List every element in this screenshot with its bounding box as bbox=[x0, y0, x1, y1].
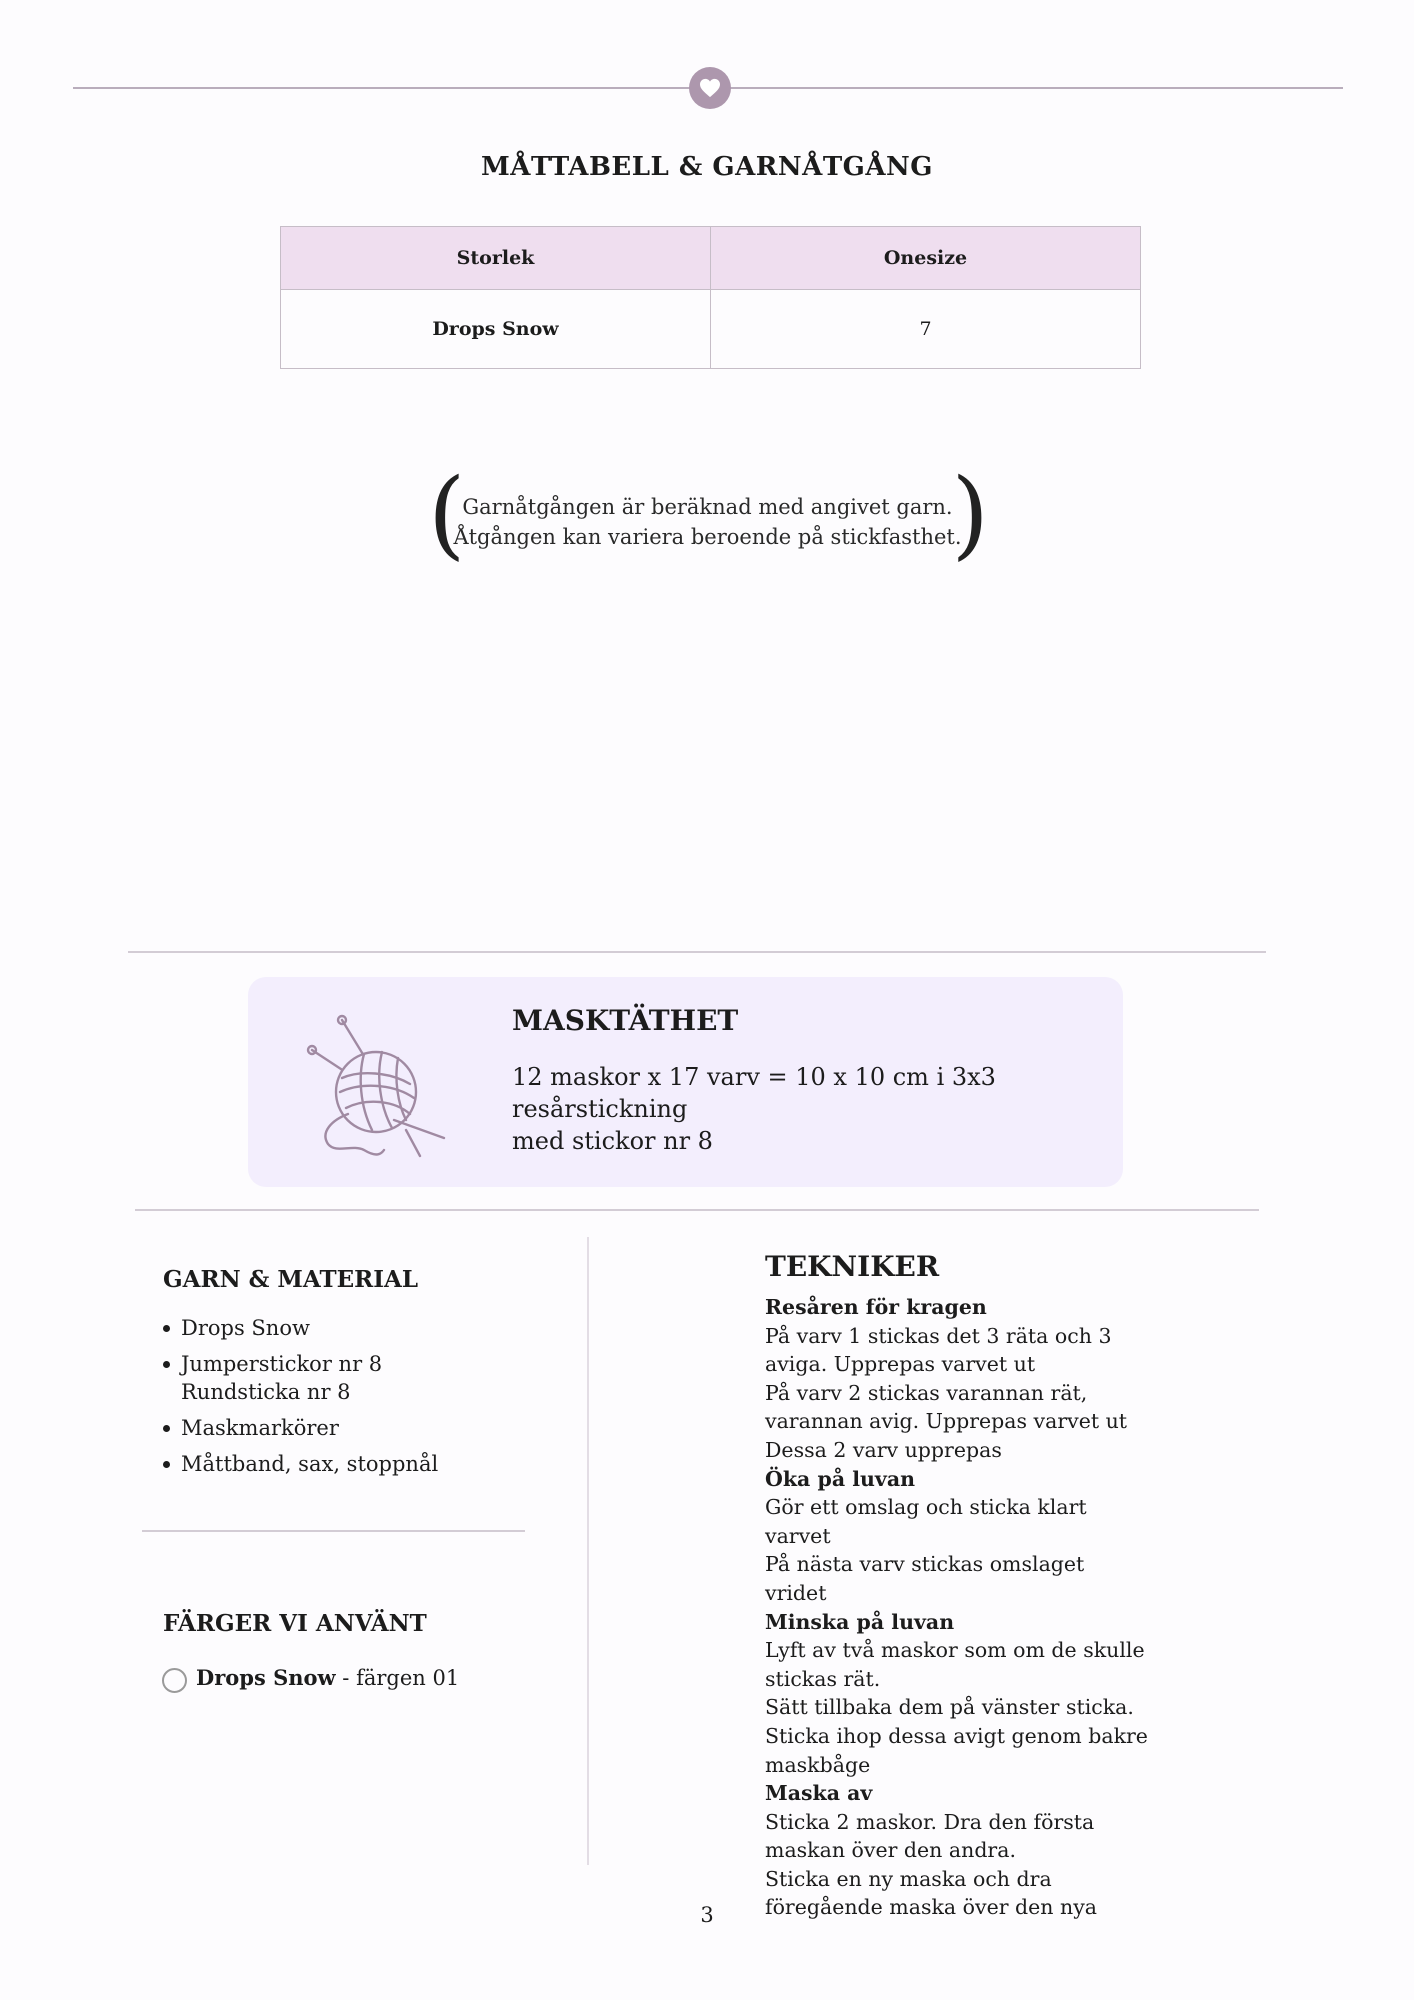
technique-line: stickas rät. bbox=[765, 1666, 881, 1691]
gauge-title: MASKTÄTHET bbox=[512, 1004, 739, 1037]
technique-line: Sätt tillbaka dem på vänster sticka. bbox=[765, 1695, 1134, 1720]
heart-badge bbox=[689, 67, 731, 109]
note-text bbox=[430, 492, 985, 552]
technique-line: Lyft av två maskor som om de skulle bbox=[765, 1638, 1145, 1663]
technique-line: aviga. Upprepas varvet ut bbox=[765, 1352, 1036, 1377]
techniques-list bbox=[765, 1293, 1155, 1922]
technique-line: maskbåge bbox=[765, 1752, 871, 1777]
list-item: Måttband, sax, stoppnål bbox=[163, 1450, 563, 1478]
color-name: Drops Snow bbox=[196, 1665, 336, 1690]
technique-line: På nästa varv stickas omslaget bbox=[765, 1552, 1085, 1577]
yarn-ball-icon bbox=[302, 1010, 452, 1160]
open-paren: ( bbox=[428, 458, 466, 570]
technique-line: vridet bbox=[765, 1580, 827, 1605]
technique-line: På varv 2 stickas varannan rät, bbox=[765, 1380, 1088, 1405]
page-number: 3 bbox=[700, 1903, 714, 1927]
technique-line: Gör ett omslag och sticka klart bbox=[765, 1495, 1087, 1520]
table-header-row bbox=[281, 227, 1141, 290]
technique-line: Sticka ihop dessa avigt genom bakre bbox=[765, 1723, 1148, 1748]
colors-title: FÄRGER VI ANVÄNT bbox=[163, 1610, 427, 1637]
table-row bbox=[281, 290, 1141, 369]
heart-icon bbox=[699, 78, 721, 98]
color-detail: - färgen 01 bbox=[335, 1666, 460, 1690]
technique-heading: Öka på luvan bbox=[765, 1466, 916, 1491]
technique-heading: Resåren för kragen bbox=[765, 1295, 987, 1319]
note-line: Garnåtgången är beräknad med angivet garn. bbox=[462, 495, 953, 519]
technique-heading: Minska på luvan bbox=[765, 1609, 955, 1634]
technique-line: varannan avig. Upprepas varvet ut bbox=[765, 1409, 1128, 1434]
note-line: Åtgången kan variera beroende på stickfasthet. bbox=[453, 525, 962, 549]
close-paren: ) bbox=[951, 458, 989, 570]
materials-list bbox=[163, 1314, 563, 1486]
gauge-text bbox=[512, 1061, 1092, 1157]
technique-line: varvet bbox=[765, 1523, 831, 1548]
table-header-cell: Storlek bbox=[281, 227, 711, 290]
gauge-line: 12 maskor x 17 varv = 10 x 10 cm i 3x3 resårstickning bbox=[512, 1063, 996, 1123]
table-header-cell: Onesize bbox=[711, 227, 1141, 290]
materials-title: GARN & MATERIAL bbox=[163, 1266, 418, 1293]
technique-line: maskan över den andra. bbox=[765, 1838, 1016, 1863]
table-row-label: Drops Snow bbox=[281, 290, 711, 369]
technique-line: Dessa 2 varv upprepas bbox=[765, 1437, 1002, 1462]
section-divider bbox=[135, 1209, 1259, 1211]
column-divider bbox=[587, 1237, 589, 1865]
techniques-title: TEKNIKER bbox=[765, 1250, 940, 1283]
color-swatch-icon bbox=[162, 1668, 187, 1693]
size-yarn-table bbox=[280, 226, 1141, 369]
list-item: Drops Snow bbox=[163, 1314, 563, 1342]
list-item: Jumperstickor nr 8 Rundsticka nr 8 bbox=[163, 1350, 563, 1406]
table-cell: 7 bbox=[711, 290, 1141, 369]
gauge-line: med stickor nr 8 bbox=[512, 1127, 713, 1155]
technique-line: Sticka 2 maskor. Dra den första bbox=[765, 1809, 1095, 1834]
list-item: Maskmarkörer bbox=[163, 1414, 563, 1442]
section-divider bbox=[142, 1530, 525, 1532]
yarn-note bbox=[428, 458, 989, 570]
technique-line: Sticka en ny maska och dra bbox=[765, 1866, 1052, 1891]
page-title: MÅTTABELL & GARNÅTGÅNG bbox=[480, 152, 934, 182]
technique-heading: Maska av bbox=[765, 1781, 873, 1806]
section-divider bbox=[128, 951, 1266, 953]
technique-line: föregående maska över den nya bbox=[765, 1895, 1098, 1920]
technique-line: På varv 1 stickas det 3 räta och 3 bbox=[765, 1323, 1112, 1348]
color-item bbox=[196, 1665, 459, 1690]
